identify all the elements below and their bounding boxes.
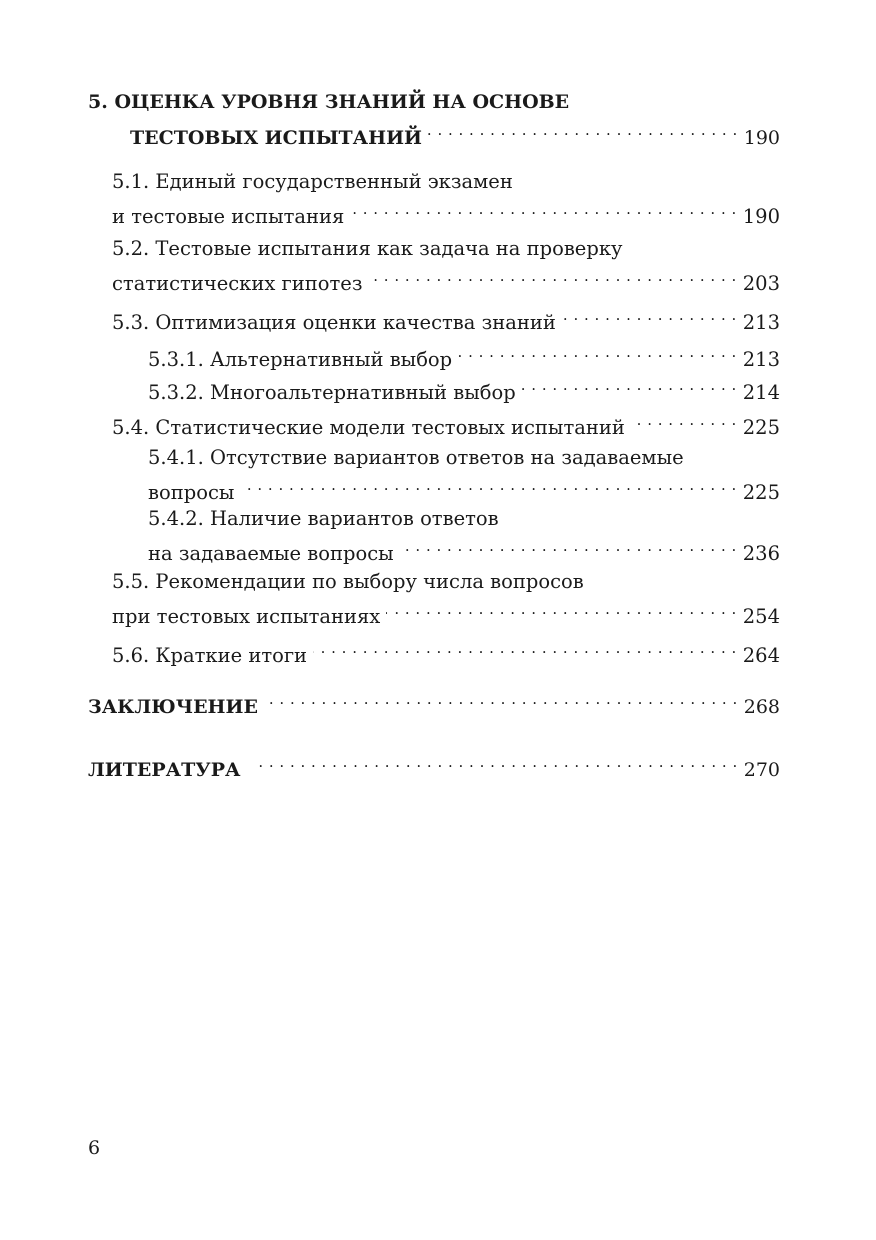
toc-literature-entry <box>88 748 780 784</box>
toc-page-number: 254 <box>742 605 780 628</box>
toc-page-number: 264 <box>742 644 780 667</box>
toc-chapter-5-entry <box>130 116 780 152</box>
toc-page-number: 236 <box>742 542 780 565</box>
toc-section-5-4-entry <box>112 406 780 442</box>
dot-leader <box>350 195 736 223</box>
dot-leader <box>562 301 737 329</box>
toc-chapter-5-text2: ТЕСТОВЫХ ИСПЫТАНИЙ <box>130 127 422 149</box>
page-number: 6 <box>88 1137 101 1159</box>
dot-leader <box>240 471 736 499</box>
toc-section-text: 5.4.2. Наличие вариантов ответов <box>148 507 499 530</box>
toc-section-5-1-line1 <box>112 168 513 196</box>
toc-page-number: 203 <box>742 272 780 295</box>
toc-page-number: 214 <box>742 381 780 404</box>
toc-page-number: 190 <box>742 205 780 228</box>
toc-conclusion-entry <box>88 685 780 721</box>
toc-section-text: ЗАКЛЮЧЕНИЕ <box>88 696 258 718</box>
toc-section-text: при тестовых испытаниях <box>112 605 381 628</box>
toc-chapter-5-title-line1 <box>88 88 569 116</box>
toc-subsection-5-4-1-entry <box>148 471 780 507</box>
toc-page-number: 213 <box>742 348 780 371</box>
toc-section-5-3-entry <box>112 301 780 337</box>
dot-leader <box>631 406 737 434</box>
dot-leader <box>264 685 738 713</box>
toc-section-text: на задаваемые вопросы <box>148 542 394 565</box>
toc-page-number: 268 <box>743 696 780 718</box>
toc-page-number: 225 <box>742 481 780 504</box>
toc-section-text: 5.3.1. Альтернативный выбор <box>148 348 453 371</box>
toc-subsection-5-3-1-entry <box>148 338 780 374</box>
toc-section-5-6-entry <box>112 634 780 670</box>
toc-section-text: 5.3.2. Многоальтернативный выбор <box>148 381 516 404</box>
dot-leader <box>368 262 736 290</box>
dot-leader <box>458 338 737 366</box>
dot-leader <box>428 116 738 144</box>
toc-section-text: 5.4. Статистические модели тестовых испытаний <box>112 416 625 439</box>
toc-section-5-5-line1 <box>112 568 584 596</box>
dot-leader <box>386 595 736 623</box>
toc-section-text: вопросы <box>148 481 235 504</box>
dot-leader <box>522 371 737 399</box>
toc-section-5-1-entry <box>112 195 780 231</box>
toc-subsection-5-4-2-entry <box>148 532 780 568</box>
dot-leader <box>254 748 737 776</box>
toc-page-number: 270 <box>743 759 780 781</box>
toc-page-number: 213 <box>742 311 780 334</box>
toc-section-text: статистических гипотез <box>112 272 363 295</box>
toc-section-5-5-entry <box>112 595 780 631</box>
toc-page-number: 190 <box>743 127 780 149</box>
toc-section-text: 5.6. Краткие итоги <box>112 644 308 667</box>
toc-section-5-2-line1 <box>112 235 623 263</box>
toc-section-text: 5.3. Оптимизация оценки качества знаний <box>112 311 556 334</box>
toc-subsection-5-3-2-entry <box>148 371 780 407</box>
toc-subsection-5-4-2-line1 <box>148 505 499 533</box>
toc-section-text: и тестовые испытания <box>112 205 345 228</box>
toc-section-5-2-entry <box>112 262 780 298</box>
toc-subsection-5-4-1-line1 <box>148 444 684 472</box>
dot-leader <box>313 634 737 662</box>
toc-page-number: 225 <box>742 416 780 439</box>
toc-section-text: 5.1. Единый государственный экзамен <box>112 170 513 193</box>
dot-leader <box>400 532 737 560</box>
toc-section-text: 5.2. Тестовые испытания как задача на проверку <box>112 237 623 260</box>
toc-chapter-5-text1: 5. ОЦЕНКА УРОВНЯ ЗНАНИЙ НА ОСНОВЕ <box>88 91 570 113</box>
toc-section-text: ЛИТЕРАТУРА <box>88 759 241 781</box>
toc-section-text: 5.4.1. Отсутствие вариантов ответов на задаваемые <box>148 446 684 469</box>
toc-section-text: 5.5. Рекомендации по выбору числа вопросов <box>112 570 584 593</box>
